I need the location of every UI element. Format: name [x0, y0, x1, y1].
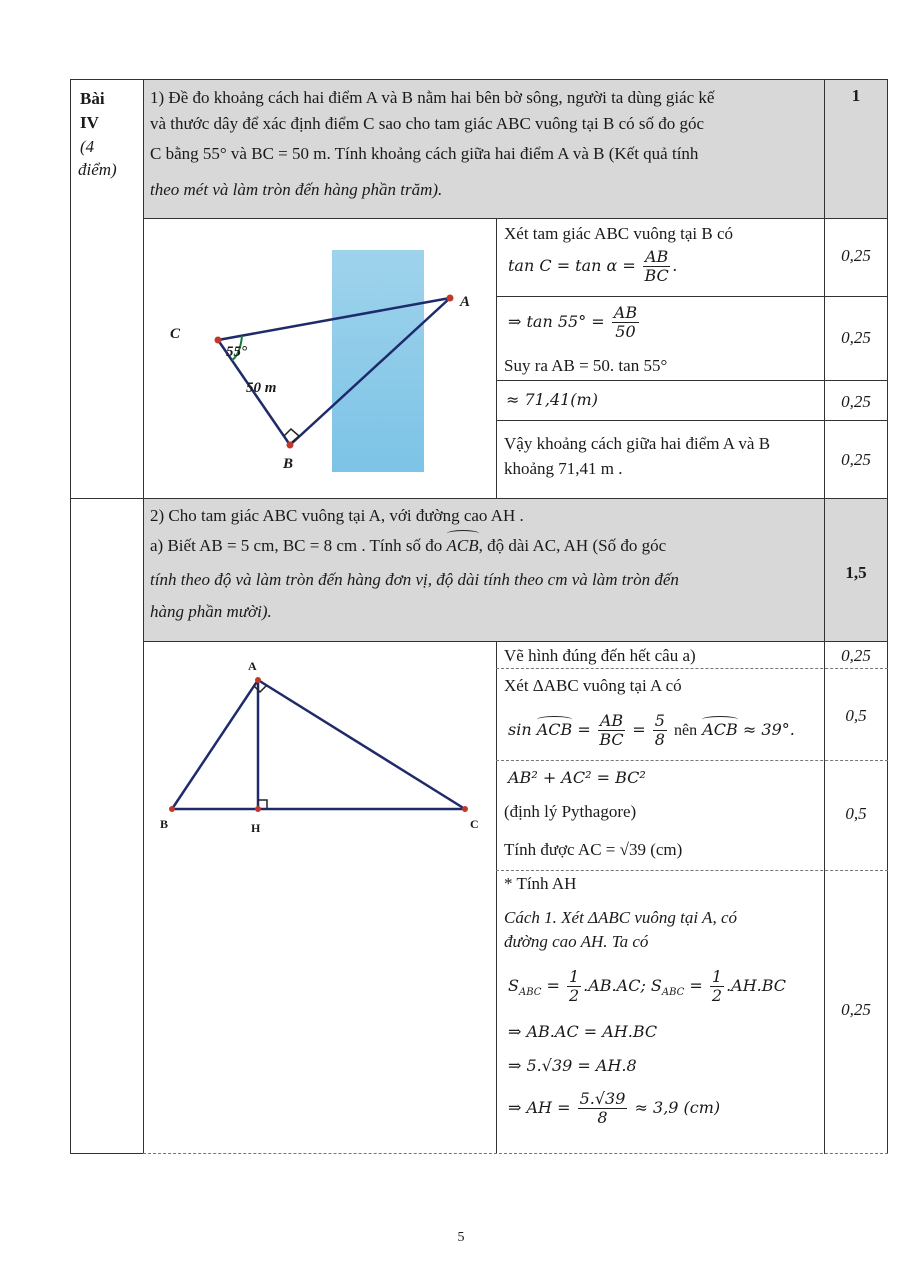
point-h: [255, 806, 261, 812]
sol2-r2-sin: sin: [508, 720, 532, 739]
sol2-r3-text: (định lý Pythagore): [504, 802, 637, 821]
q1-line-3: C bằng 55° và BC = 50 m. Tính khoảng cách giữa hai điểm A và B (Kết quả tính: [150, 144, 699, 163]
row-line-r1: [496, 296, 888, 297]
sol2-r4-mid: .AB.AC; S: [583, 976, 662, 995]
sol1-r2-den: 50: [615, 322, 636, 341]
q2-angle-acb: ACB: [447, 534, 479, 558]
sol2-r4-step3-num: 5.√39: [579, 1089, 626, 1108]
sol2-r4-half2-num: 1: [711, 967, 723, 986]
sol2-r2-angle-2: ACB: [702, 720, 738, 739]
sol2-r1-text: Vẽ hình đúng đến hết câu a): [504, 646, 696, 665]
q2-line-2: [150, 534, 666, 558]
fig1-label-c: C: [170, 326, 181, 342]
point-c: [215, 337, 222, 344]
sol2-r2-num1: AB: [599, 711, 624, 730]
sol1-r3-text: ≈ 71,41(m): [506, 390, 598, 409]
sol2-r3-calc: Tính được AC = √39 (cm): [504, 840, 683, 859]
q2-line-3: tính theo độ và làm tròn đến hàng đơn vị, độ dài tính theo cm và làm tròn đến: [150, 570, 679, 589]
sol1-r1-lhs: tan C = tan α =: [508, 256, 636, 275]
sol2-r4-title: * Tính AH: [504, 874, 577, 893]
sol2-r2-formula: sin ACB = $\frac{AB}{BC}$ = $\frac{5}{8}$ nên ACB ≈ 39°.: [508, 711, 795, 749]
row-dash-1: [496, 668, 888, 669]
sol2-r4-step2: ⇒ 5.√39 = AH.8: [508, 1056, 637, 1075]
sol2-r4-sub2: ABC: [661, 987, 685, 999]
side-ac: [258, 680, 465, 809]
sol2-r4-step3: [508, 1090, 720, 1127]
page-number: 5: [457, 1230, 465, 1245]
q1-score: 1: [851, 86, 861, 105]
sol2-r4-step3-frac: [578, 1090, 628, 1127]
row-line-part1-bottom: [70, 498, 888, 499]
sol1-r3-score: 0,25: [841, 392, 871, 411]
sol1-r2-num: AB: [613, 303, 638, 322]
sol2-r2-result: ≈ 39°.: [742, 720, 795, 739]
row-line-q2-bottom: [143, 641, 888, 642]
sol1-r4-line2: khoảng 71,41 m .: [504, 459, 623, 478]
point-b: [169, 806, 175, 812]
sol2-r4-step3-den: 8: [597, 1108, 608, 1127]
sol2-r4-cach-line2: đường cao AH. Ta có: [504, 932, 649, 951]
fig1-label-a: A: [460, 294, 471, 310]
sol1-r4-line1: Vậy khoảng cách giữa hai điểm A và B: [504, 434, 771, 453]
sol1-r1-text: Xét tam giác ABC vuông tại B có: [504, 224, 733, 243]
sol2-r4-sub1: ABC: [518, 987, 542, 999]
sol1-r1-den: BC: [644, 266, 669, 285]
point-a: [447, 295, 454, 302]
col-divider-2: [824, 79, 825, 1154]
sol2-r2-text: Xét ΔABC vuông tại A có: [504, 676, 682, 695]
fig1-length: 50 m: [246, 380, 277, 396]
row-line-r2: [496, 380, 888, 381]
table-right-border: [887, 79, 888, 1154]
sol2-r4-half2: [710, 968, 724, 1005]
sol1-r2-lhs: ⇒ tan 55° =: [508, 312, 605, 331]
point-b: [287, 442, 294, 449]
points-word: điểm): [78, 160, 117, 179]
q1-line-1: 1) Đề đo khoảng cách hai điểm A và B nằm hai bên bờ sông, người ta dùng giác kế: [150, 88, 715, 107]
sol2-r4-step1: ⇒ AB.AC = AH.BC: [508, 1022, 658, 1041]
fig1-label-b: B: [283, 456, 294, 472]
table-left-border: [70, 79, 71, 1154]
sol2-r2-score: 0,5: [845, 706, 867, 725]
solution-divider-1: [496, 218, 497, 498]
side-ab: [172, 680, 258, 809]
sol2-r2-num2: 5: [654, 711, 665, 730]
sol2-r2-nen: nên: [674, 722, 698, 739]
figure-1-river-triangle: [150, 230, 490, 480]
fig2-label-c: C: [470, 817, 479, 831]
sol1-r1-fraction: [643, 248, 670, 285]
sol2-r3-formula: AB² + AC² = BC²: [508, 768, 646, 787]
sol2-r4-area-formula: $S_{ABC}$ = $\frac{1}{2}$ .AB.AC; $S_{ABC}$ = $\frac{1}{2}$ .AH.BC: [508, 967, 787, 1005]
sol2-r2-den1: BC: [599, 730, 624, 749]
sol2-r4-step3-rhs: ≈ 3,9 (cm): [634, 1098, 721, 1117]
row-dash-3: [496, 870, 888, 871]
sol2-r2-den2: 8: [654, 730, 665, 749]
fig2-label-h: H: [251, 821, 261, 835]
sol2-r2-angle: ACB: [536, 720, 573, 739]
sol2-r4-half1-num: 1: [568, 967, 580, 986]
sol1-r2-fraction: [612, 304, 639, 341]
sol2-r4-half1: [567, 968, 581, 1005]
row-line-q1-bottom: [143, 218, 888, 219]
sol1-r1-formula: tan C = tan α = $\frac{AB}{BC}$ .: [508, 247, 678, 285]
figure-2-right-triangle: [150, 650, 490, 850]
river-band: [332, 250, 424, 472]
q2-score: 1,5: [845, 563, 867, 582]
bai-label: Bài: [80, 89, 105, 108]
table-bottom-dashed: [143, 1153, 888, 1154]
q1-line-2: và thước dây để xác định điểm C sao cho tam giác ABC vuông tại B có số đo góc: [150, 114, 705, 133]
row-dash-2: [496, 760, 888, 761]
points-open: (4: [80, 137, 95, 156]
sol2-r2-frac1: [598, 712, 625, 749]
col-divider-1: [143, 79, 144, 1154]
sol2-r4-s1: S: [508, 976, 519, 995]
fig2-label-a: A: [248, 659, 257, 673]
right-angle-a: [254, 686, 266, 692]
q2-line-2-start: a) Biết AB = 5 cm, BC = 8 cm . Tính số đo: [150, 536, 447, 555]
sol2-r4-step3-lhs: ⇒ AH =: [508, 1098, 571, 1117]
sol1-r2-formula: [508, 304, 641, 341]
sol1-r2-score: 0,25: [841, 328, 871, 347]
sol1-r1-num: AB: [644, 247, 669, 266]
sol2-r4-cach-line1: Cách 1. Xét ΔABC vuông tại A, có: [504, 908, 737, 927]
row-line-r3: [496, 420, 888, 421]
sol2-r4-end: .AH.BC: [726, 976, 787, 995]
sol1-r4-score: 0,25: [841, 450, 871, 469]
sol2-r4-half1-den: 2: [568, 986, 580, 1005]
sol1-r1-score: 0,25: [841, 246, 871, 265]
sol2-r2-frac2: [653, 712, 667, 749]
q2-line-4: hàng phần mười).: [150, 602, 272, 621]
q2-line-1: 2) Cho tam giác ABC vuông tại A, với đường cao AH .: [150, 506, 524, 525]
sol1-r2-text: Suy ra AB = 50. tan 55°: [504, 356, 668, 375]
fig1-angle: 55°: [226, 344, 247, 360]
q2-line-2-end: , độ dài AC, AH (Số đo góc: [478, 536, 667, 555]
q1-line-4: theo mét và làm tròn đến hàng phần trăm).: [150, 180, 443, 199]
point-c: [462, 806, 468, 812]
solution-divider-2: [496, 641, 497, 1154]
bai-number: IV: [80, 113, 99, 132]
sol2-r4-half2-den: 2: [711, 986, 723, 1005]
sol2-r3-score: 0,5: [845, 804, 867, 823]
sol2-r4-score: 0,25: [841, 1000, 871, 1019]
table-bottom-left: [70, 1153, 144, 1154]
fig2-label-b: B: [160, 817, 169, 831]
sol2-r1-score: 0,25: [841, 646, 871, 665]
table-top-border: [70, 79, 888, 80]
